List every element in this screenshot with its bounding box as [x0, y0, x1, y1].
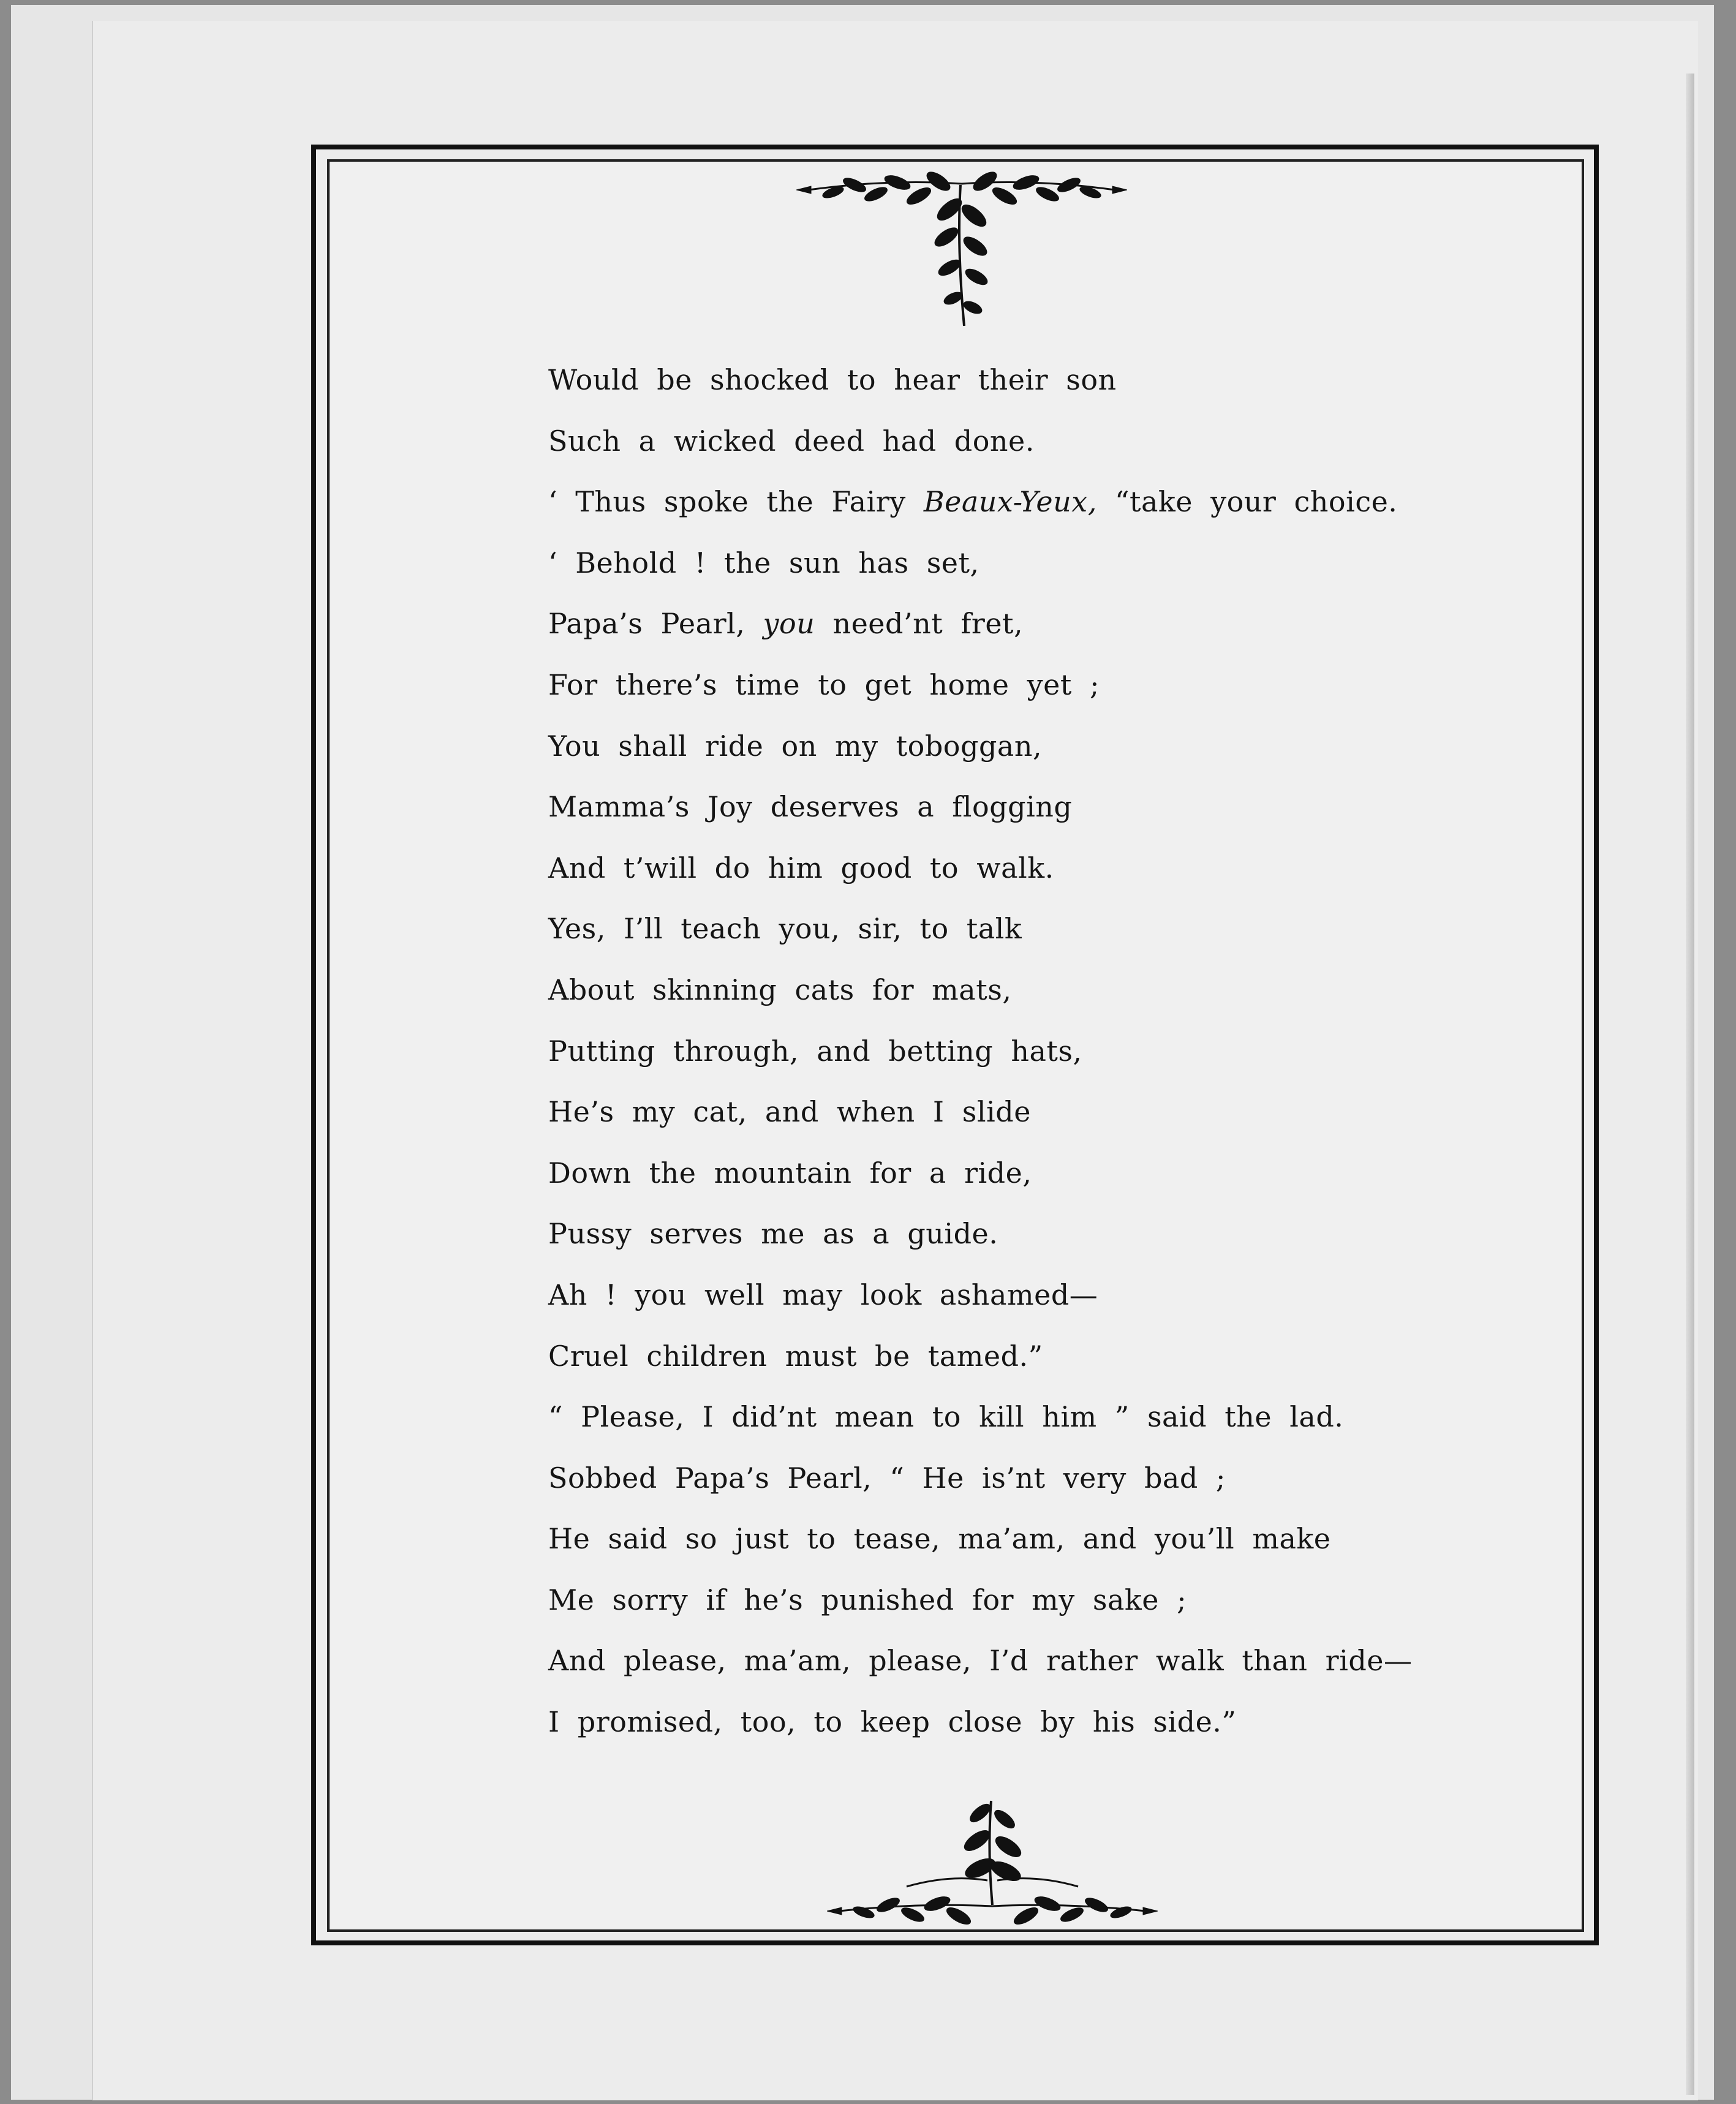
poem-line-text: Sobbed Papa’s Pearl, “ He is’nt very bad ;	[548, 1461, 1226, 1495]
bottom-holly-ornament-icon	[827, 1789, 1158, 1936]
poem-line	[548, 1155, 1467, 1216]
poem-line	[548, 1338, 1467, 1399]
poem-line-text: “ Please, I did’nt mean to kill him ” said the lad.	[548, 1400, 1344, 1434]
poem-line	[548, 1642, 1467, 1703]
poem-line-text: Pussy serves me as a guide.	[548, 1217, 998, 1251]
poem-line	[548, 361, 1467, 423]
poem-line-text: And t’will do him good to walk.	[548, 851, 1054, 884]
top-holly-ornament-icon	[796, 160, 1127, 332]
poem-line-text-continued: “take your choice.	[1096, 485, 1398, 519]
poem-line-text: Me sorry if he’s punished for my sake ;	[548, 1583, 1187, 1616]
poem-line	[548, 1703, 1467, 1765]
poem-line	[548, 971, 1467, 1033]
poem-line	[548, 1033, 1467, 1094]
poem-line-text: About skinning cats for mats,	[548, 973, 1012, 1006]
poem-line-text: I promised, too, to keep close by his side.”	[548, 1705, 1237, 1739]
poem-line-text: You shall ride on my toboggan,	[548, 729, 1043, 763]
poem-line-text: Such a wicked deed had done.	[548, 424, 1035, 458]
poem-line	[548, 1398, 1467, 1460]
poem-line-text: Cruel children must be tamed.”	[548, 1339, 1043, 1373]
poem-line	[548, 1276, 1467, 1338]
poem-line	[548, 605, 1467, 666]
poem-line	[548, 910, 1467, 971]
poem-line	[548, 1582, 1467, 1643]
poem-line	[548, 1520, 1467, 1582]
poem-line	[548, 1215, 1467, 1276]
poem-line-text: Putting through, and betting hats,	[548, 1034, 1082, 1068]
poem-line	[548, 666, 1467, 728]
page-edge	[1686, 74, 1694, 2095]
poem-line	[548, 483, 1467, 545]
poem-line-text: Would be shocked to hear their son	[548, 363, 1117, 396]
poem-line-text: Yes, I’ll teach you, sir, to talk	[548, 912, 1022, 946]
poem-line	[548, 728, 1467, 789]
poem-line-text: Mamma’s Joy deserves a flogging	[548, 790, 1073, 824]
poem-line-text: ‘ Thus spoke the Fairy	[548, 485, 924, 519]
poem-line	[548, 423, 1467, 484]
poem-line-text: Down the mountain for a ride,	[548, 1156, 1032, 1190]
poem-line-text: For there’s time to get home yet ;	[548, 668, 1100, 701]
poem-line-text: Ah ! you well may look ashamed—	[548, 1278, 1098, 1311]
poem-line-emphasis: you	[763, 607, 815, 641]
poem-line-text: And please, ma’am, please, I’d rather walk than ride—	[548, 1644, 1413, 1678]
poem-line-emphasis: Beaux-Yeux,	[923, 485, 1097, 519]
poem-line-text: He said so just to tease, ma’am, and you’ll make	[548, 1522, 1331, 1556]
poem-line	[548, 1460, 1467, 1521]
poem-line-text: Papa’s Pearl,	[548, 607, 763, 641]
poem-line	[548, 545, 1467, 606]
poem-line	[548, 1093, 1467, 1155]
poem-line-text: He’s my cat, and when I slide	[548, 1095, 1031, 1129]
poem-text	[548, 361, 1467, 1765]
poem-line-text: ‘ Behold ! the sun has set,	[548, 546, 979, 579]
poem-line	[548, 850, 1467, 911]
poem-line-text-continued: need’nt fret,	[815, 607, 1024, 641]
poem-line	[548, 788, 1467, 850]
